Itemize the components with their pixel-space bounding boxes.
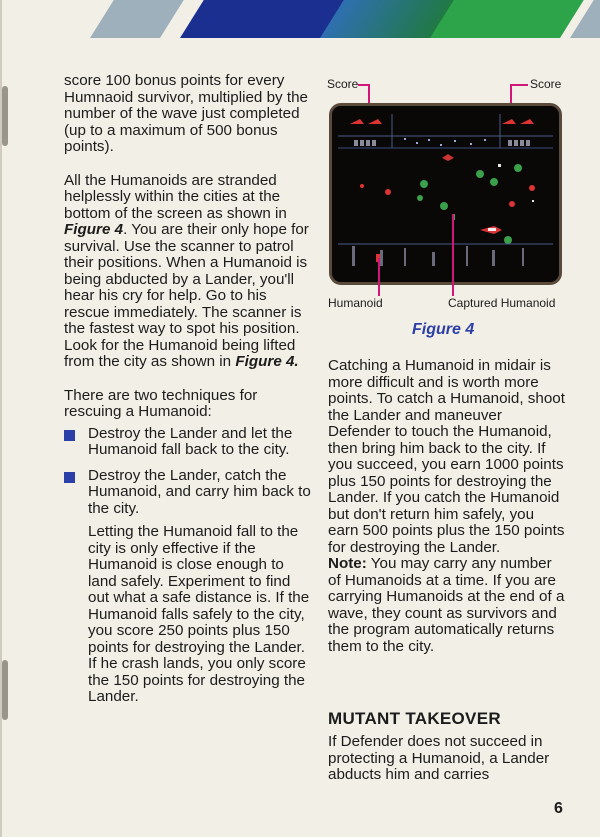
paragraph-bonus: score 100 bonus points for every Humnaoid survivor, multiplied by the number of the wave just completed (up to a maximum of 500 bonus points).: [64, 72, 308, 155]
game-screenshot: [329, 103, 562, 285]
figure-reference-2: Figure 4.: [235, 353, 299, 370]
list-item: [64, 426, 314, 459]
technique-list: [64, 426, 314, 518]
binding-mark-bottom: [2, 660, 8, 720]
bullet-square-icon: [64, 472, 75, 483]
list-item-text: Destroy the Lander and let the Humanoid fall back to the city.: [88, 424, 293, 458]
stripe-green: [430, 0, 584, 38]
figure-caption: Figure 4: [412, 321, 475, 338]
section-heading-mutant-takeover: MUTANT TAKEOVER: [328, 709, 501, 728]
figure-reference: Figure 4: [64, 221, 124, 238]
paragraph-mutant: If Defender does not succeed in protecting a Humanoid, a Lander abducts him and carries: [328, 733, 550, 783]
note-label: Note:: [328, 555, 367, 572]
paragraph-stranded-text-a: All the Humanoids are stranded helplessly within the cities at the bottom of the screen as shown in: [64, 171, 287, 222]
score-left-label: Score: [327, 77, 359, 91]
game-scene: [332, 106, 559, 282]
humanoid-label: Humanoid: [328, 296, 383, 310]
stripe-gray: [90, 0, 184, 38]
paragraph-techniques: There are two techniques for rescuing a Humanoid:: [64, 386, 258, 420]
score-right-label: Score: [530, 77, 562, 91]
score-right-callout-line: [510, 84, 528, 86]
humanoid-callout-line: [378, 258, 380, 296]
header-stripes: [0, 0, 600, 38]
paragraph-stranded-text-b: . You are their only hope for survival. Use the scanner to patrol their positions. When a Humanoid is being abducted by a Lander, you'll hear his cry for help. Go to his rescue immediately. The scanner is the fastest way to spot his position. Look for the Humanoid being lifted from the city as shown in: [64, 221, 309, 370]
captured-callout-line: [452, 214, 454, 296]
binding-mark-top: [2, 86, 8, 146]
captured-humanoid-label: Captured Humanoid: [448, 296, 556, 310]
list-item-text: Destroy the Lander, catch the Humanoid, and carry him back to the city.: [88, 466, 311, 517]
right-column: [328, 358, 568, 655]
paragraph-stranded: [64, 173, 314, 371]
bullet-square-icon: [64, 430, 75, 441]
note-text: You may carry any number of Humanoids at a time. If you are carrying Humanoids at the end of a wave, they count as survivors and the program automatically returns them to the city.: [328, 555, 565, 655]
page-number: 6: [554, 800, 563, 817]
paragraph-note: [328, 556, 568, 655]
list-item: [64, 468, 314, 518]
paragraph-midair: Catching a Humanoid in midair is more difficult and is worth more points. To catch a Humanoid, shoot the Lander and maneuver Defender to touch the Humanoid, then bring him back to the city. If you succeed, you earn 1000 points plus 150 points for destroying the Lander. If you catch the Humanoid but don't return him safely, you earn 500 points plus the 150 points for destroying the Lander.: [328, 357, 565, 556]
paragraph-fall: Letting the Humanoid fall to the city is only effective if the Humanoid is close enough to land safely. Experiment to find out what a safe distance is. If the Humanoid falls safely to the city, you score 250 points plus 150 points for destroying the Lander. If he crash lands, you only score the 150 points for destroying the Lander.: [88, 523, 310, 705]
left-column: [64, 73, 314, 706]
